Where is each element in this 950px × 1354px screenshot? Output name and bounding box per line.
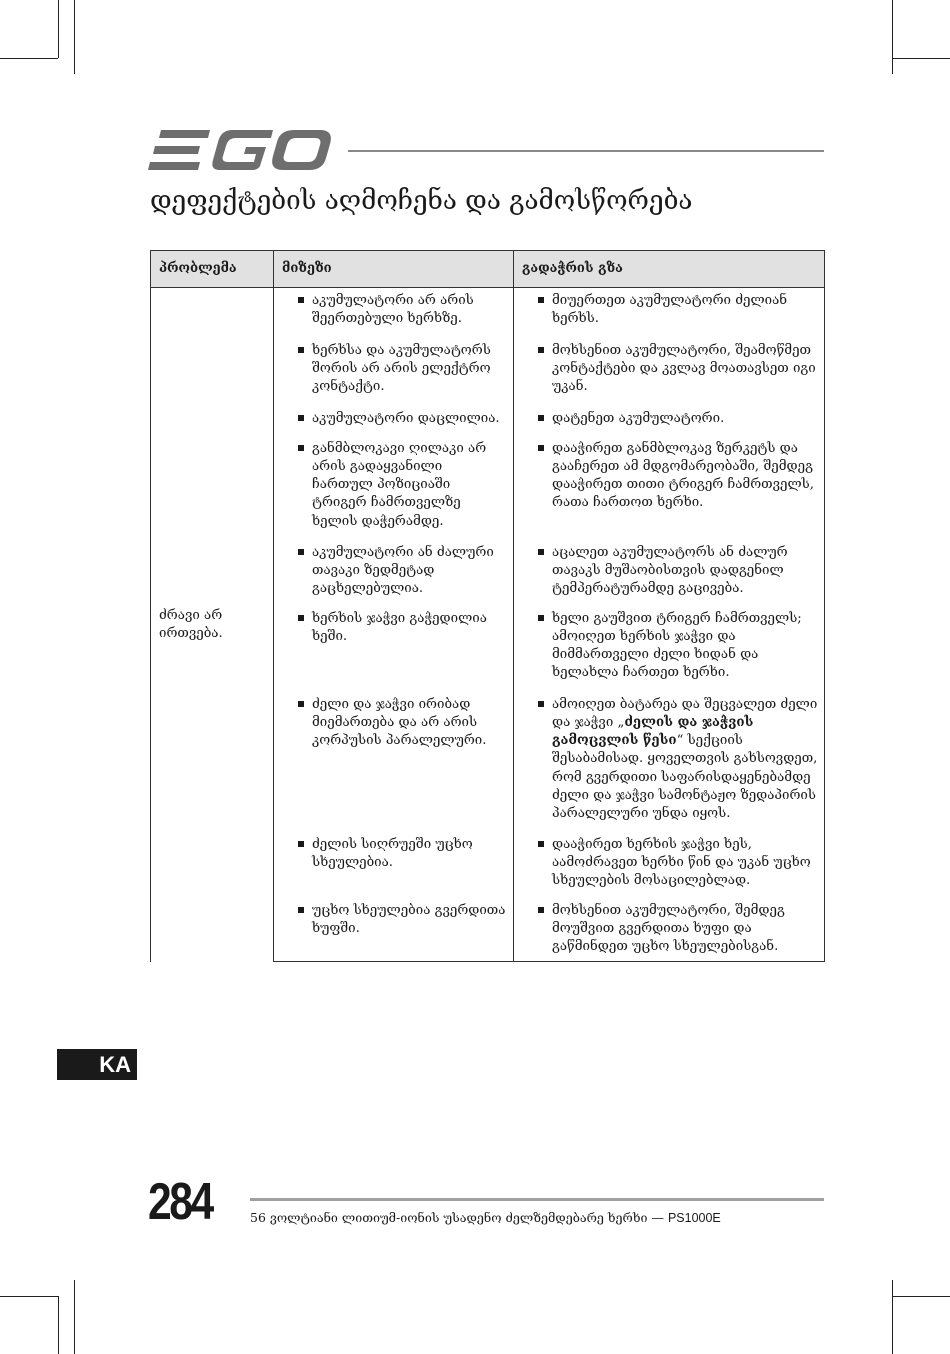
cause-item: აკუმულატორი ან ძალური თავაკი ზედმეტად გაცხელებულია. [312,544,507,599]
crop-mark [74,1280,75,1354]
page-number: 284 [148,1173,212,1231]
solution-item [552,696,818,823]
header-problem: პრობლემა [151,251,274,288]
solution-cell [514,606,825,692]
solution-cell [514,898,825,962]
cause-cell [274,288,514,338]
header-cause: მიზეზი [274,251,514,288]
solution-cell [514,832,825,898]
crop-mark [58,1296,59,1354]
solution-cell [514,338,825,406]
cause-cell [274,898,514,962]
cause-item: აკუმულატორი დაცლილია. [312,410,507,428]
solution-cell [514,406,825,436]
footer-model: PS1000E [667,1211,721,1225]
solution-text: ამოიღეთ ბატარეა და შეცვალეთ ძელი და ჯაჭვი „ [552,696,818,730]
solution-cell [514,540,825,606]
cause-item: აკუმულატორი არ არის შეერთებული ხერხზე. [312,292,507,328]
problem-cell [151,288,274,962]
solution-item: ხელი გაუშვით ტრიგერ ჩამრთველს; ამოიღეთ ხერხის ჯაჭვი და მიმმართველი ძელი ხიდან და ხელახლა ჩართეთ ხერხი. [552,610,818,683]
solution-cell [514,288,825,338]
header-solution: გადაჭრის გზა [514,251,825,288]
troubleshooting-table [150,250,825,962]
crop-mark [74,0,75,74]
cause-item: ძელი და ჯაჭვი ირიბად მიემართება და არ არის კორპუსის პარალელური. [312,696,507,751]
solution-text: “ სექციის შესაბამისად. ყოველთვის გახსოვდეთ, რომ გვერდითი საფარისდაყენებამდე ძელი და ჯაჭვი სამონტაჟო ზედაპირის პარალელური უნდა იყოს. [552,733,818,821]
solution-cell [514,436,825,540]
crop-mark [0,58,58,59]
table-header-row [151,251,825,288]
cause-cell [274,606,514,692]
cause-cell [274,540,514,606]
cause-item: ხერხის ჯაჭვი გაჭედილია ხეში. [312,610,507,646]
solution-item: დატენეთ აკუმულატორი. [552,410,818,428]
cause-cell [274,692,514,832]
crop-mark [892,1280,893,1354]
cause-item: განმბლოკავი ღილაკი არ არის გადაყვანილი ჩართულ პოზიციაში ტრიგერ ჩამრთველზე ხელის დაჭერამდე. [312,440,507,531]
footer-text [250,1210,721,1225]
footer-rule [250,1198,824,1201]
footer-description: 56 ვოლტიანი ლითიუმ-იონის უსადენო ძელზემდებარე ხერხი — [250,1210,668,1225]
header-rule [348,150,824,152]
section-reference: ძელის და ჯაჭვის გამოცვლის წესი [552,714,754,749]
crop-mark [892,0,893,74]
solution-item: მიუერთეთ აკუმულატორი ძელიან ხერხს. [552,292,818,328]
cause-item: უცხო სხეულებია გვერდითა ხუფში. [312,902,507,938]
cause-cell [274,338,514,406]
solution-item: მოხსენით აკუმულატორი, შეამოწმეთ კონტაქტები და კვლავ მოათავსეთ იგი უკან. [552,342,818,397]
solution-item: დააჭირეთ განმბლოკავ ზერკეტს და გააჩერეთ ამ მდგომარეობაში, შემდეგ დააჭირეთ თითი ტრიგერ ჩამრთველს, რათა ჩართოთ ხერხი. [552,440,818,513]
crop-mark [0,1296,58,1297]
cause-cell [274,832,514,898]
crop-mark [892,1296,950,1297]
ego-logo [148,130,333,172]
cause-item: ძელის სიღრუეში უცხო სხეულებია. [312,836,507,872]
problem-text: ძრავი არ ირთვება. [159,607,223,641]
solution-cell [514,692,825,832]
solution-item: მოხსენით აკუმულატორი, შემდეგ მოუშვით გვერდითა ხუფი და გაწმინდეთ უცხო სხეულებისგან. [552,902,818,957]
solution-item: აცალეთ აკუმულატორს ან ძალურ თავაკს მუშაობისთვის დადგენილ ტემპერატურამდე გაცივება. [552,544,818,599]
cause-cell [274,436,514,540]
page-title: დეფექტების აღმოჩენა და გამოსწორება [150,186,693,216]
language-badge: KA [57,1049,137,1080]
cause-item: ხერხსა და აკუმულატორს შორის არ არის ელექტრო კონტაქტი. [312,342,507,397]
solution-item: დააჭირეთ ხერხის ჯაჭვი ხეს, აამოძრავეთ ხერხი წინ და უკან უცხო სხეულების მოსაცილებლად. [552,836,818,891]
table-row [151,288,825,338]
cause-cell [274,406,514,436]
crop-mark [892,58,950,59]
crop-mark [58,0,59,58]
